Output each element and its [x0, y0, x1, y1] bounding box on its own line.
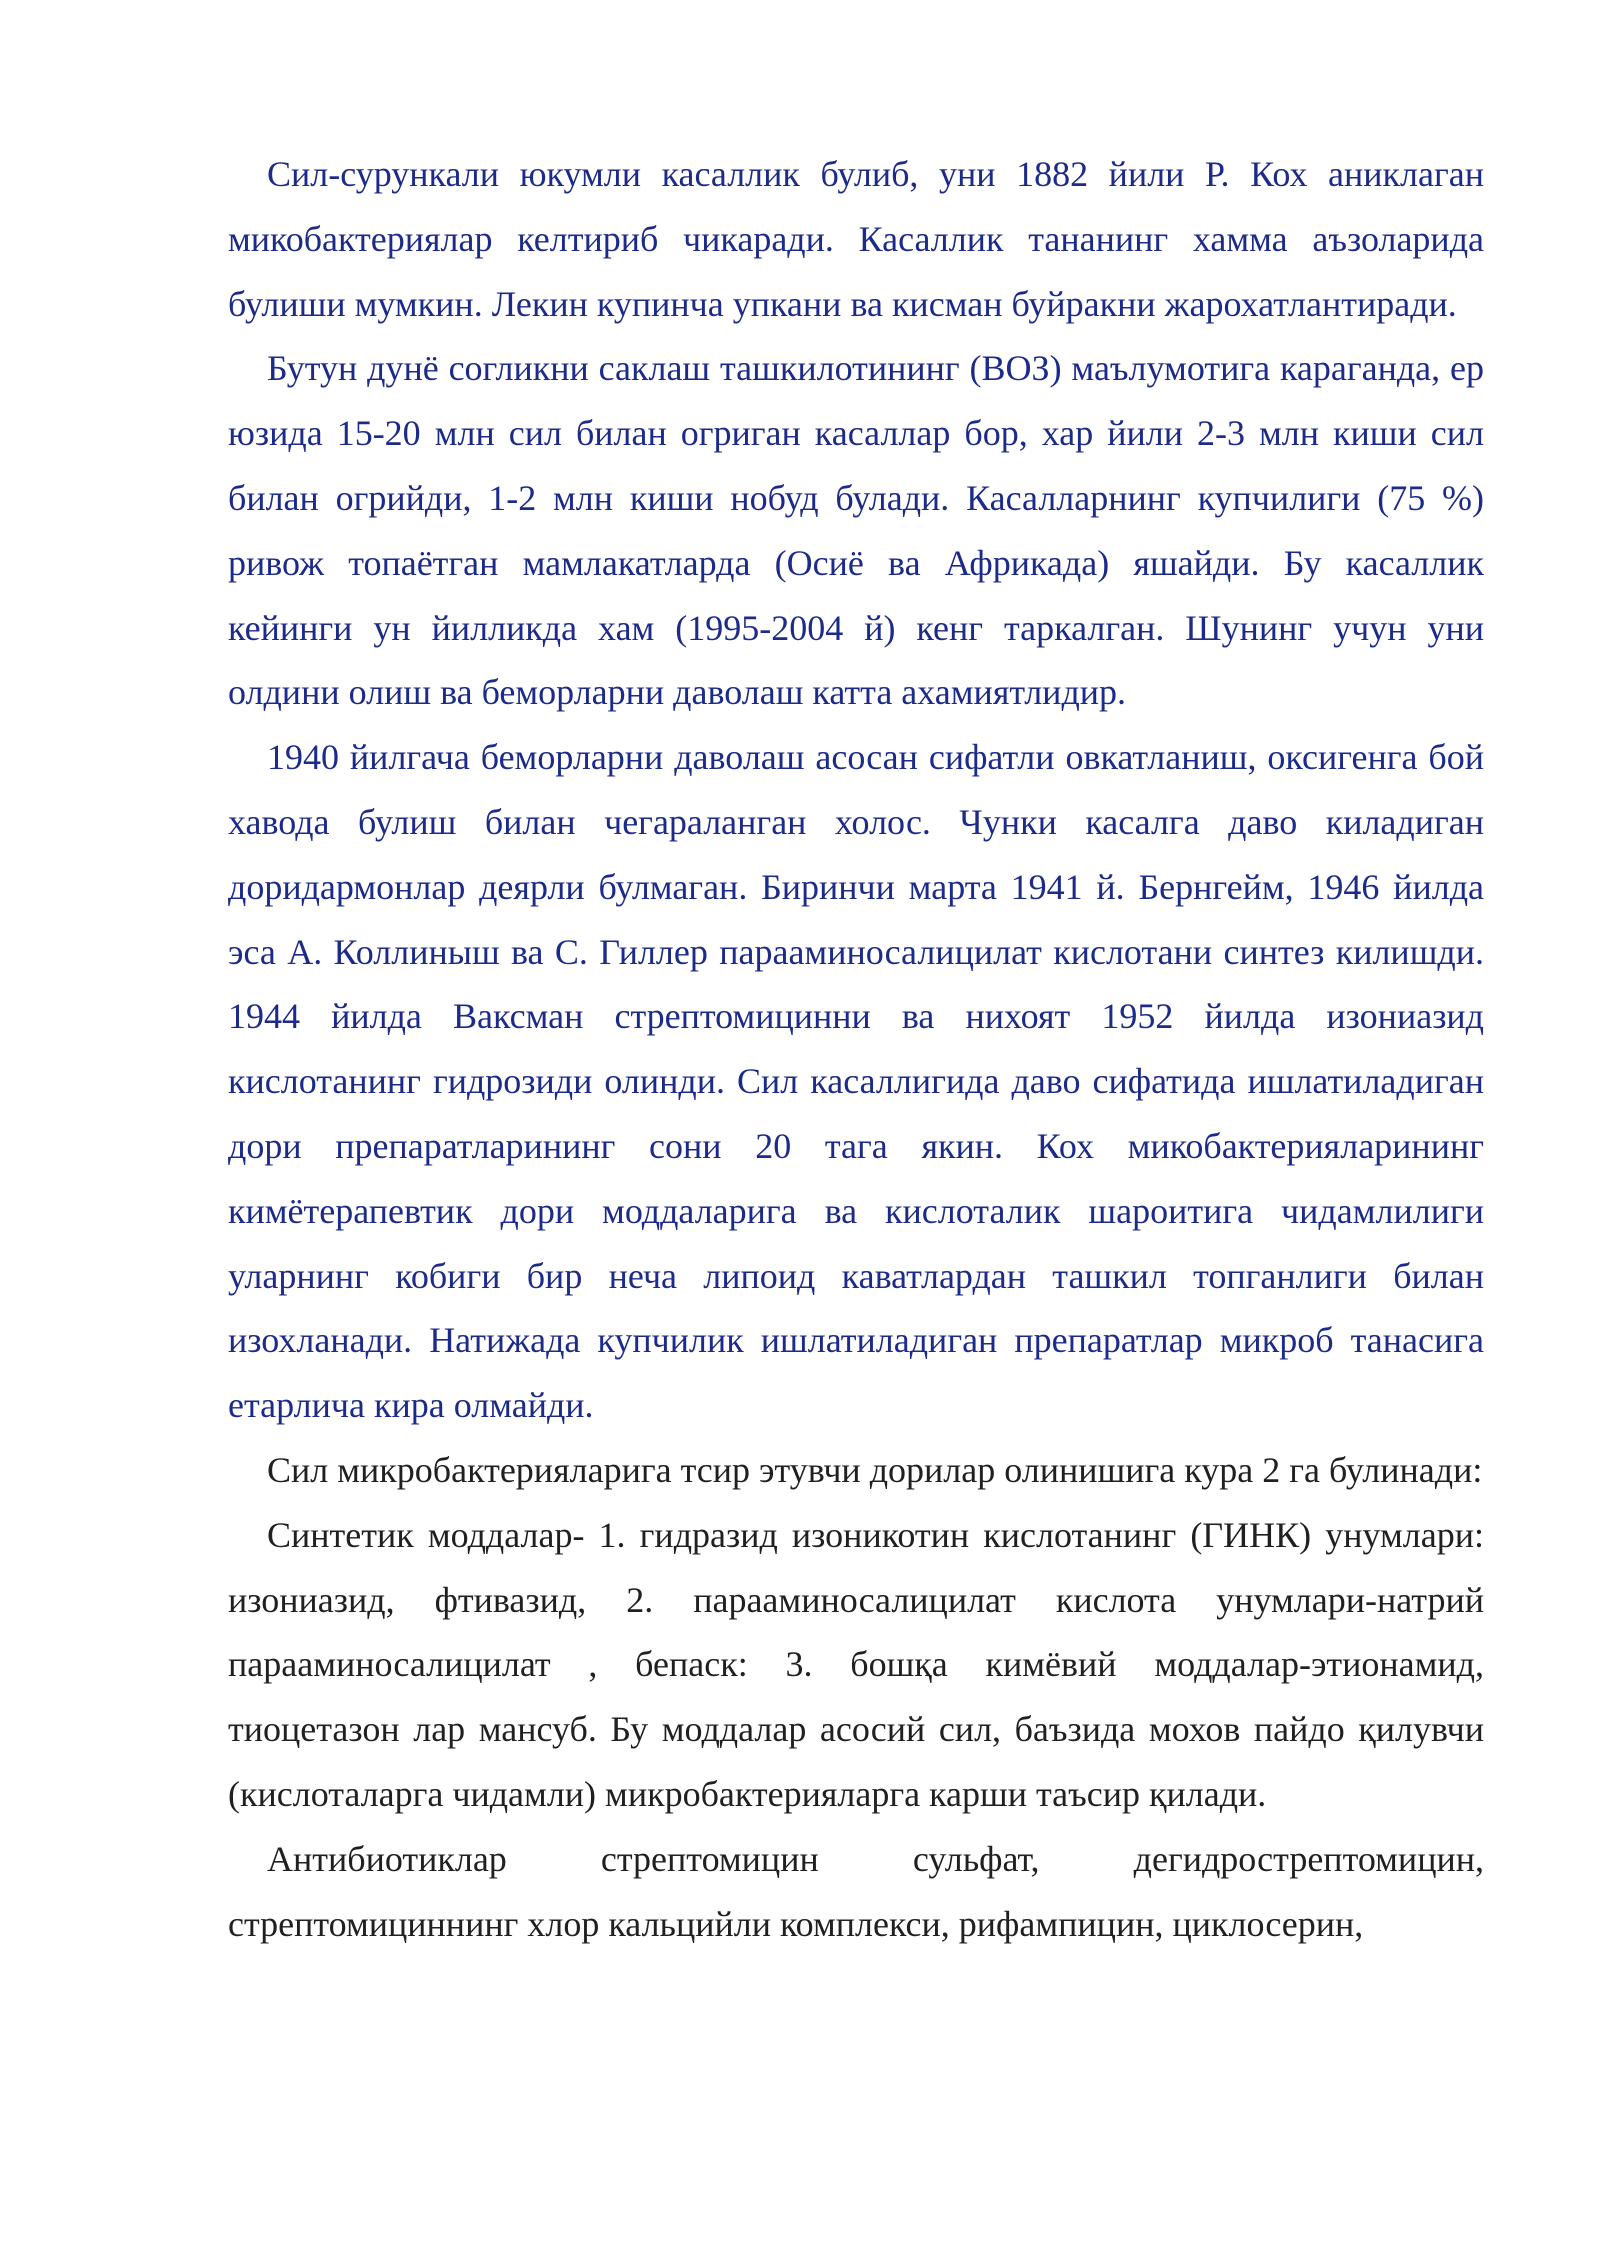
paragraph-drug-classification: Сил микробактерияларига тсир этувчи дорилар олинишига кура 2 га булинади: [267, 1449, 1483, 1490]
paragraph-antibiotics: Антибиотиклар стрептомицин сульфат, дегидрострептомицин, стрептомициннинг хлор кальцийли комплекси, рифампицин, циклосерин, [228, 1838, 1484, 1944]
document-body [228, 142, 1484, 1956]
paragraph-tuberculosis-intro: Сил-сурункали юкумли касаллик булиб, уни 1882 йили Р. Кох аниклаган микобактериялар келтириб чикаради. Касаллик тананинг хамма аъзоларида булиши мумкин. Лекин купинча упкани ва кисман буйракни жарохатлантиради. [228, 154, 1484, 324]
paragraph-synthetic-drugs: Синтетик моддалар- 1. гидразид изоникотин кислотанинг (ГИНК) унумлари: изониазид, фтивазид, 2. парааминосалицилат кислота унумлари-натрий парааминосалицилат , бепаск: 3. бошқа кимёвий моддалар-этионамид, тиоцетазон лар мансуб. Бу моддалар асосий сил, баъзида мохов пайдо қилувчи (кислоталарга чидамли) микробактерияларга карши таъсир қилади. [228, 1514, 1484, 1814]
paragraph-treatment-history: 1940 йилгача беморларни даволаш асосан сифатли овкатланиш, оксигенга бой хавода булиш билан чегараланган холос. Чунки касалга даво киладиган доридармонлар деярли булмаган. Биринчи марта 1941 й. Бернгейм, 1946 йилда эса А. Коллиныш ва С. Гиллер парааминосалицилат кислотани синтез килишди. 1944 йилда Ваксман стрептомицинни ва нихоят 1952 йилда изониазид кислотанинг гидрозиди олинди. Сил касаллигида даво сифатида ишлатиладиган дори препаратларининг сони 20 тага якин. Кох микобактерияларининг кимётерапевтик дори моддаларига ва кислоталик шароитига чидамлилиги уларнинг кобиги бир неча липоид каватлардан ташкил топганлиги билан изохланади. Натижада купчилик ишлатиладиган препаратлар микроб танасига етарлича кира олмайди. [228, 737, 1484, 1426]
paragraph-who-statistics: Бутун дунё согликни саклаш ташкилотининг (ВОЗ) маълумотига караганда, ер юзида 15-20 млн сил билан огриган касаллар бор, хар йили 2-3 млн киши сил билан огрийди, 1-2 млн киши нобуд булади. Касалларнинг купчилиги (75 %) ривож топаётган мамлакатларда (Осиё ва Африкада) яшайди. Бу касаллик кейинги ун йилликда хам (1995-2004 й) кенг таркалган. Шунинг учун уни олдини олиш ва беморларни даволаш катта ахамиятлидир. [228, 348, 1484, 713]
